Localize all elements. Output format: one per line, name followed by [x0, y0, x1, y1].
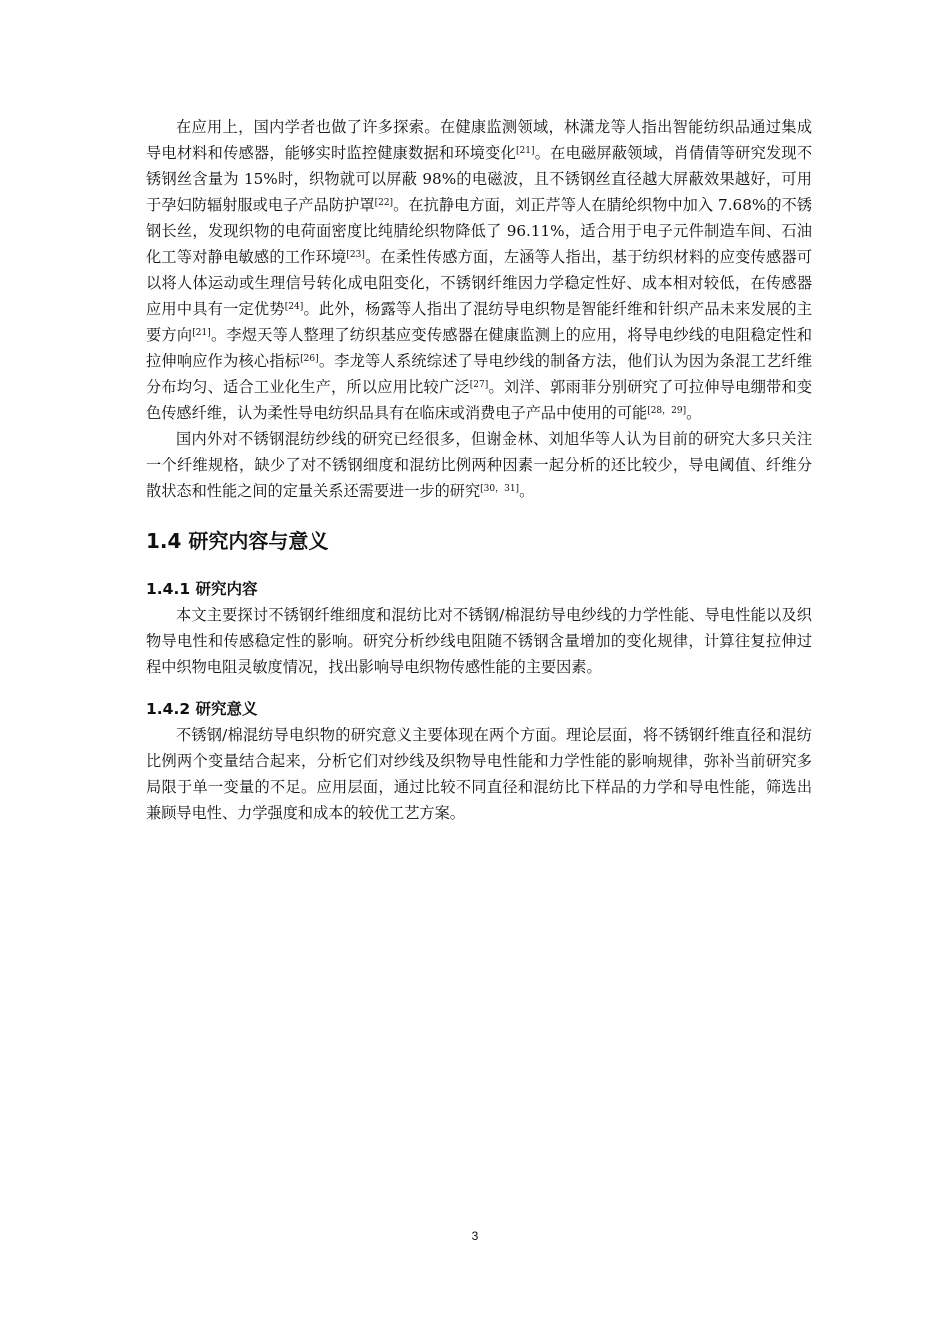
- paragraph-text: 。: [686, 404, 702, 422]
- paragraph-text: 。: [519, 482, 535, 500]
- citation: [24]: [284, 302, 304, 312]
- citation: [21]: [192, 328, 211, 338]
- paragraph-text: 国内外对不锈钢混纺纱线的研究已经很多，但谢金林、刘旭华等人认为目前的研究大多只关注一个纤维规格，缺少了对不锈钢细度和混纺比例两种因素一起分析的还比较少，导电阈值、纤维分散状态和性能之间的定量关系还需要进一步的研究: [146, 430, 812, 500]
- paragraph-text: 。刘洋、郭雨菲分别研究了可拉伸导电绷带和变色传感纤维，认为柔性导电纺织品具有在临床或消费电子产品中使用的可能: [146, 378, 813, 422]
- subsection-heading-1-4-1: 1.4.1 研究内容: [146, 580, 258, 598]
- paragraph-text: 。此外，杨露等人指出了混纺导电织物是智能纤维和针织产品未来发展的主要方向: [146, 300, 813, 344]
- section-heading-1-4: 1.4 研究内容与意义: [146, 529, 329, 553]
- paragraph-text: 。在柔性传感方面，左涵等人指出，基于纺织材料的应变传感器可以将人体运动或生理信号转化成电阻变化，不锈钢纤维因力学稳定性好、成本相对较低，在传感器应用中具有一定优势: [146, 248, 813, 318]
- citation: [22]: [374, 198, 394, 208]
- citation: [21]: [516, 146, 535, 156]
- citation: [27]: [469, 380, 489, 390]
- paragraph-text: 。李煜天等人整理了纺织基应变传感器在健康监测上的应用，将导电纱线的电阻稳定性和拉伸响应作为核心指标: [146, 326, 813, 370]
- page-number: 3: [471, 1229, 479, 1243]
- page-body: [146, 114, 812, 826]
- paragraph-text: 在应用上，国内学者也做了许多探索。在健康监测领域，林潇龙等人指出智能纺织品通过集成导电材料和传感器，能够实时监控健康数据和环境变化: [146, 118, 812, 162]
- paragraph-research-significance: 不锈钢/棉混纺导电织物的研究意义主要体现在两个方面。理论层面，将不锈钢纤维直径和混纺比例两个变量结合起来，分析它们对纱线及织物导电性能和力学性能的影响规律，弥补当前研究多局限于单一变量的不足。应用层面，通过比较不同直径和混纺比下样品的力学和导电性能，筛选出兼顾导电性、力学强度和成本的较优工艺方案。: [146, 726, 812, 822]
- paragraph-applications: [146, 114, 812, 426]
- citation: [30，31]: [480, 484, 520, 494]
- paragraph-text: 。在抗静电方面，刘正芹等人在腈纶织物中加入 7.68%的不锈钢长丝，发现织物的电荷面密度比纯腈纶织物降低了 96.11%，适合用于电子元件制造车间、石油化工等对静电敏感的工作环境: [146, 196, 813, 266]
- citation: [26]: [300, 354, 319, 364]
- citation: [23]: [346, 250, 365, 260]
- subsection-heading-1-4-2: 1.4.2 研究意义: [146, 700, 258, 718]
- paragraph-text: 。李龙等人系统综述了导电纱线的制备方法，他们认为因为条混工艺纤维分布均匀、适合工业化生产，所以应用比较广泛: [146, 352, 813, 396]
- citation: [28，29]: [647, 406, 687, 416]
- paragraph-research-gap: [146, 426, 812, 504]
- paragraph-text: 。在电磁屏蔽领域，肖倩倩等研究发现不锈钢丝含量为 15%时，织物就可以屏蔽 98%的电磁波，且不锈钢丝直径越大屏蔽效果越好，可用于孕妇防辐射服或电子产品防护罩: [146, 144, 813, 214]
- paragraph-research-content: 本文主要探讨不锈钢纤维细度和混纺比对不锈钢/棉混纺导电纱线的力学性能、导电性能以及织物导电性和传感稳定性的影响。研究分析纱线电阻随不锈钢含量增加的变化规律，计算往复拉伸过程中织物电阻灵敏度情况，找出影响导电织物传感性能的主要因素。: [146, 606, 812, 676]
